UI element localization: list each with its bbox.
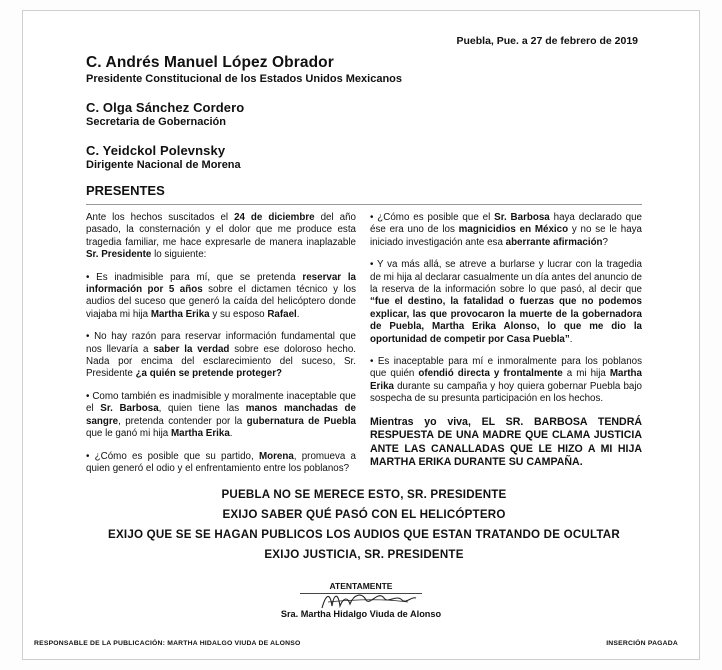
- addressee-name: C. Yeidckol Polevnsky: [86, 143, 226, 158]
- text: • Como también es inadmisible y moralmente inaceptable que el: [86, 390, 356, 415]
- text: durante su campaña y hoy quiera gobernar Puebla bajo sospecha de su presunta participación en los hechos.: [370, 380, 642, 405]
- emphasis: Morena: [258, 450, 294, 462]
- demand-line: EXIJO JUSTICIA, SR. PRESIDENTE: [264, 548, 464, 561]
- text: ?: [602, 236, 608, 248]
- text: • Es inadmisible para mí, que se pretenda: [86, 271, 303, 283]
- paragraph: [86, 272, 356, 322]
- emphasis: Sr. Barbosa: [494, 212, 550, 223]
- emphasis: Martha Erika: [150, 308, 210, 320]
- text: • Y va más allá, se atreve a burlarse y lucrar con la tragedia de mi hija al declarar casualmente un día antes del anuncio de la reserva de la información sobre lo que pasó, al decir que: [370, 259, 642, 296]
- paid-insertion-label: INSERCIÓN PAGADA: [606, 640, 678, 647]
- greeting: PRESENTES: [86, 183, 165, 198]
- emphasis: Rafael: [267, 308, 297, 320]
- left-column: [86, 212, 356, 485]
- text: que le ganó mi hija: [86, 428, 171, 440]
- emphasis: manos manchadas de sangre: [86, 403, 356, 427]
- addressee-name: C. Olga Sánchez Cordero: [86, 100, 245, 115]
- demand-line: PUEBLA NO SE MERECE ESTO, SR. PRESIDENTE: [221, 488, 507, 501]
- text: haya declarado que ése era uno de los: [370, 212, 642, 236]
- emphasis: ofendió directa y frontalmente: [418, 368, 563, 380]
- emphasis: Martha Erika: [370, 368, 642, 392]
- text: • ¿Cómo es posible que el: [370, 212, 495, 223]
- paragraph: [86, 391, 356, 441]
- demands-block: [86, 488, 642, 568]
- text: lo siguiente:: [151, 249, 207, 261]
- text: a mi hija: [562, 368, 610, 380]
- emphasis: magnicidios en México: [458, 224, 569, 236]
- paragraph: [86, 212, 356, 262]
- paragraph: [370, 356, 642, 406]
- text: sobre ese doloroso hecho. Nada por encima del esclarecimiento del suceso, Sr. Presidente: [86, 343, 357, 380]
- emphasis: gubernatura de Puebla: [246, 415, 356, 427]
- emphasis: saber la verdad: [153, 343, 230, 355]
- text: , promueva a quien generó el odio y el enfrentamiento entre los poblanos?: [86, 450, 356, 474]
- text: .: [296, 308, 300, 320]
- demand-line: EXIJO SABER QUÉ PASÓ CON EL HELICÓPTERO: [222, 508, 506, 521]
- right-column: [370, 212, 642, 480]
- paragraph: [370, 259, 642, 346]
- text: Ante los hechos suscitados el: [86, 212, 235, 223]
- text: .: [229, 428, 233, 440]
- addressee-secretary: [86, 100, 244, 128]
- publication-responsible: RESPONSABLE DE LA PUBLICACIÓN: MARTHA HIDALGO VIUDA DE ALONSO: [34, 640, 301, 647]
- letter-date: Puebla, Pue. a 27 de febrero de 2019: [456, 35, 638, 47]
- text: .: [569, 333, 573, 345]
- addressee-president: [86, 54, 402, 85]
- emphasis: aberrante afirmación: [505, 236, 603, 248]
- signature-closing: ATENTAMENTE: [329, 581, 393, 591]
- divider: [86, 204, 642, 205]
- emphasis: reservar la información por 5 años: [86, 271, 356, 296]
- addressee-name: C. Andrés Manuel López Obrador: [86, 54, 334, 71]
- emphasis: Sr. Barbosa: [100, 403, 159, 415]
- signer-name: Sra. Martha Hidalgo Viuda de Alonso: [280, 609, 442, 619]
- demand-line: EXIJO QUE SE SE HAGAN PUBLICOS LOS AUDIOS QUE ESTAN TRATANDO DE OCULTAR: [108, 528, 620, 541]
- addressee-role: Presidente Constitucional de los Estados Unidos Mexicanos: [86, 73, 403, 85]
- emphasis: Sr. Presidente: [86, 249, 152, 261]
- text: • ¿Cómo es posible que su partido,: [86, 450, 259, 462]
- paragraph: [370, 212, 642, 249]
- emphasis: “fue el destino, la fatalidad o fuerzas que no podemos explicar, las que provocaron la muerte de la gobernadora de Puebla, Martha Erika Alonso, lo que me dio la oportunidad de competir por Casa Puebla”: [370, 296, 642, 345]
- text: sobre el dictamen técnico y los audios del suceso que generó la caída del helicóptero donde viajaba mi hija: [86, 284, 356, 320]
- text: y su esposo: [209, 308, 268, 320]
- paragraph: [86, 451, 356, 476]
- addressee-party-leader: [86, 143, 241, 171]
- text: , quien tiene las: [158, 403, 246, 415]
- addressee-role: Secretaria de Gobernación: [86, 116, 226, 128]
- emphasis: 24 de diciembre: [234, 212, 315, 223]
- text: y no se le haya iniciado investigación ante esa: [370, 224, 643, 248]
- addressee-role: Dirigente Nacional de Morena: [86, 159, 241, 171]
- emphasis: ¿a quién se pretende proteger?: [135, 368, 282, 380]
- text: , pretenda contender por la: [118, 415, 247, 427]
- closing-statement: Mientras yo viva, EL SR. BARBOSA TENDRÁ RESPUESTA DE UNA MADRE QUE CLAMA JUSTICIA ANTE LAS CANALLADAS QUE LE HIZO A MI HIJA MARTHA ERIKA DURANTE SU CAMPAÑA.: [370, 415, 642, 469]
- text: del año pasado, la consternación y el dolor que me produce esta tragedia familiar, me hace expresarle de manera inaplazable: [86, 212, 356, 248]
- text: • Es inaceptable para mí e inmoralmente para los poblanos que quién: [370, 356, 642, 380]
- text: • No hay razón para reservar información fundamental que nos llevaría a: [86, 331, 356, 355]
- emphasis: Martha Erika: [170, 428, 230, 440]
- paragraph: [86, 331, 356, 381]
